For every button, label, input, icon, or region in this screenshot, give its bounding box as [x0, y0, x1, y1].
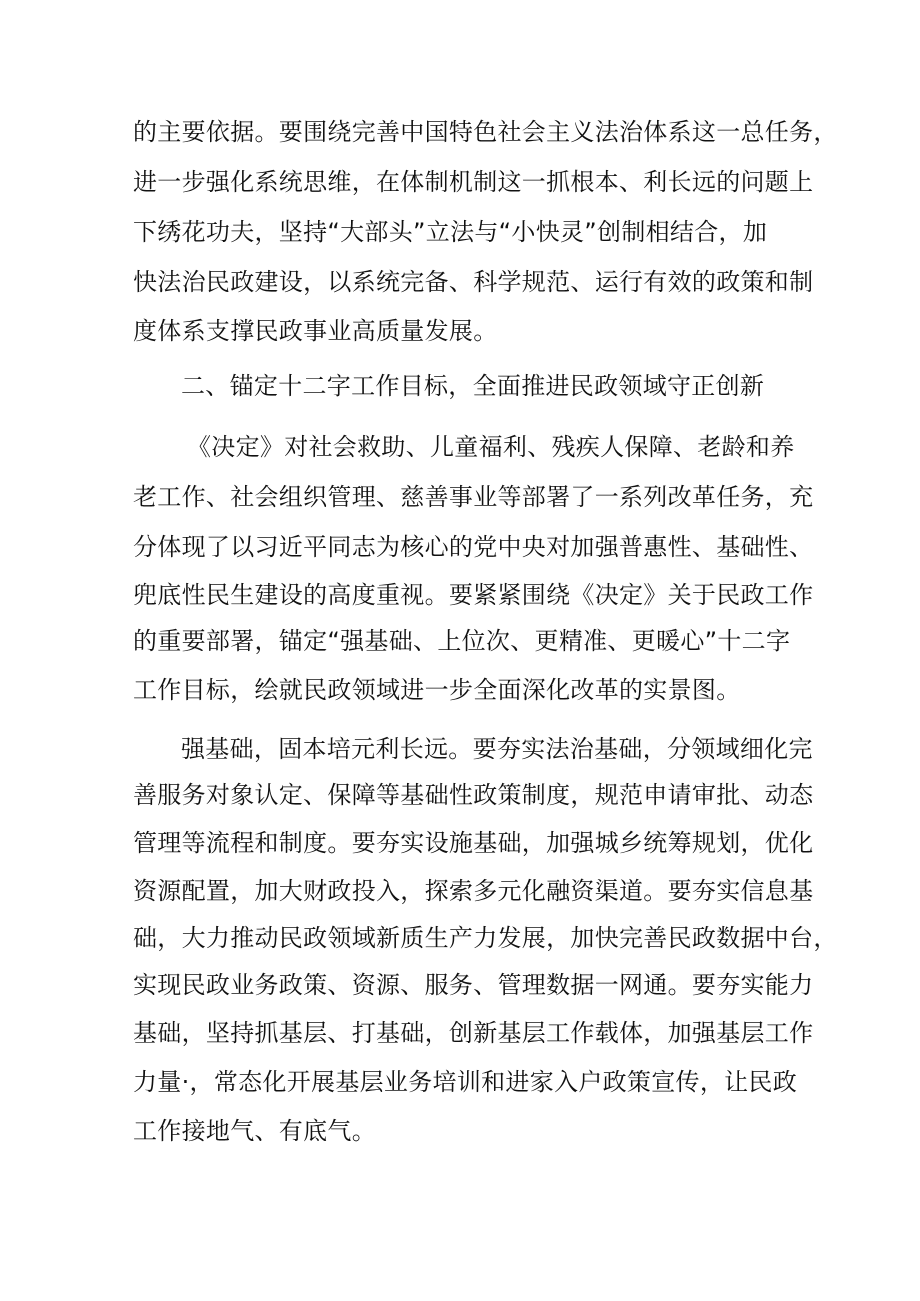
- paragraph-3-line-5: 础，大力推动民政领域新质生产力发展，加快完善民政数据中台，: [133, 924, 838, 952]
- paragraph-2-line-5: 的重要部署，锚定“强基础、上位次、更精准、更暖心”十二字: [133, 627, 791, 655]
- paragraph-2-line-1: 《决定》对社会救助、儿童福利、残疾人保障、老龄和养: [187, 433, 795, 461]
- paragraph-3-line-6: 实现民政业务政策、资源、服务、管理数据一网通。要夯实能力: [133, 971, 814, 999]
- paragraph-2-line-4: 兜底性民生建设的高度重视。要紧紧围绕《决定》关于民政工作: [133, 581, 814, 609]
- section-heading: 二、锚定十二字工作目标，全面推进民政领域守正创新: [181, 372, 765, 400]
- paragraph-1-line-1: 的主要依据。要围绕完善中国特色社会主义法治体系这一总任务，: [133, 118, 838, 146]
- paragraph-1-line-4: 快法治民政建设，以系统完备、科学规范、运行有效的政策和制: [133, 268, 814, 296]
- paragraph-2-line-3: 分体现了以习近平同志为核心的党中央对加强普惠性、基础性、: [133, 533, 814, 561]
- paragraph-3-line-1: 强基础，固本培元利长远。要夯实法治基础，分领域细化完: [181, 735, 813, 763]
- paragraph-3-line-2: 善服务对象认定、保障等基础性政策制度，规范申请审批、动态: [133, 781, 814, 809]
- paragraph-3-line-8: 力量·，常态化开展基层业务培训和进家入户政策宣传，让民政: [133, 1068, 798, 1096]
- paragraph-3-line-3: 管理等流程和制度。要夯实设施基础，加强城乡统筹规划，优化: [133, 829, 814, 857]
- paragraph-1-line-2: 进一步强化系统思维，在体制机制这一抓根本、利长远的问题上: [133, 168, 814, 196]
- paragraph-3-line-7: 基础，坚持抓基层、打基础，创新基层工作载体，加强基层工作: [133, 1019, 814, 1047]
- paragraph-2-line-2: 老工作、社会组织管理、慈善事业等部署了一系列改革任务，充: [133, 483, 814, 511]
- paragraph-1-line-3: 下绣花功夫，坚持“大部头”立法与“小快灵”创制相结合，加: [133, 218, 768, 246]
- paragraph-3-line-4: 资源配置，加大财政投入，探索多元化融资渠道。要夯实信息基: [133, 877, 814, 905]
- paragraph-3-line-9: 工作接地气、有底气。: [133, 1117, 376, 1145]
- paragraph-2-line-6: 工作目标，绘就民政领域进一步全面深化改革的实景图。: [133, 676, 741, 704]
- paragraph-1-line-5: 度体系支撑民政事业高质量发展。: [133, 317, 498, 345]
